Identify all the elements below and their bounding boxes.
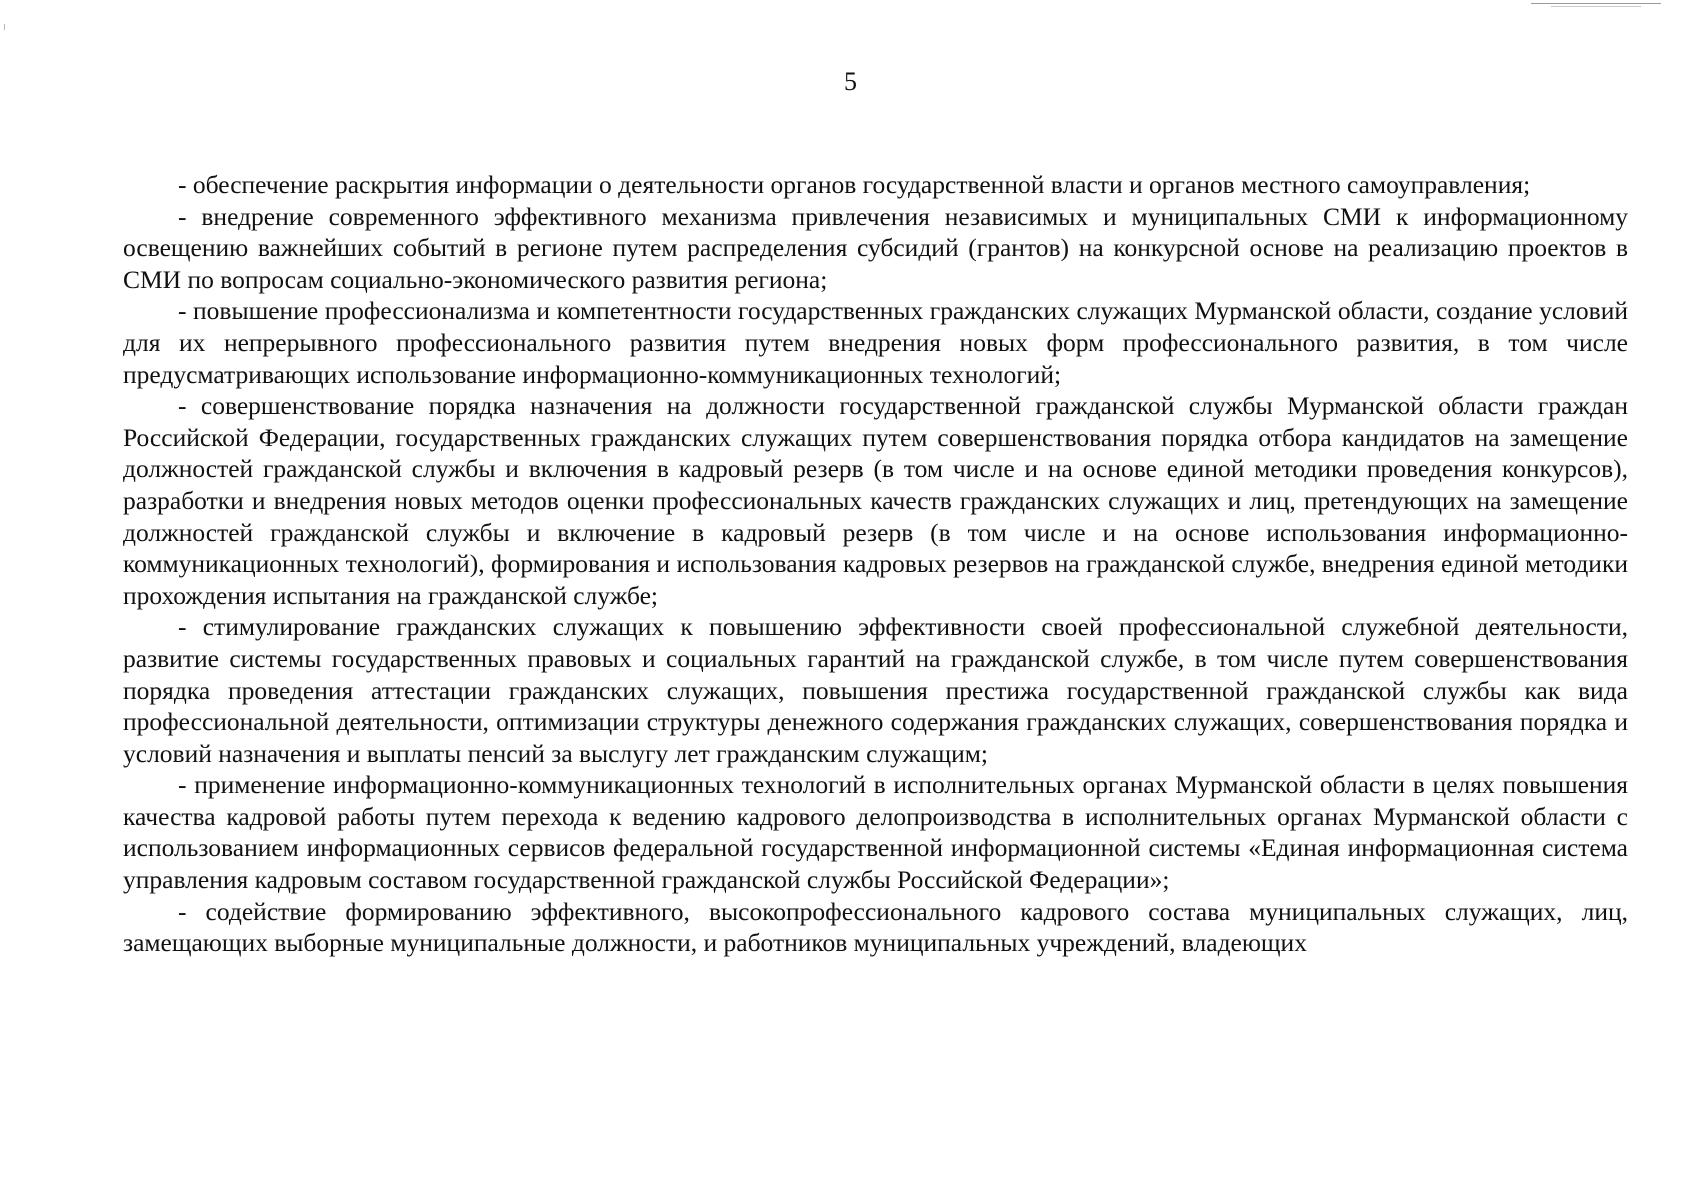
paragraph-4: - совершенствование порядка назначения на должности государственной гражданской службы Мурманской области граждан Российской Федерации, государственных гражданских служащих путем совершенствования порядка отбора кандидатов на замещение должностей гражданской службы и включения в кадровый резерв (в том числе и на основе единой методики проведения конкурсов), разработки и внедрения новых методов оценки профессиональных качеств гражданских служащих и лиц, претендующих на замещение должностей гражданской службы и включение в кадровый резерв (в том числе и на основе использования информационно-коммуникационных технологий), формирования и использования кадровых резервов на гражданской службе, внедрения единой методики прохождения испытания на гражданской службе; bbox=[123, 391, 1628, 610]
paragraph-1: - обеспечение раскрытия информации о деятельности органов государственной власти и органов местного самоуправления; bbox=[178, 170, 1531, 199]
document-body bbox=[123, 169, 1628, 959]
scan-mark-line-secondary bbox=[1551, 6, 1641, 7]
paragraph-5: - стимулирование гражданских служащих к повышению эффективности своей профессиональной служебной деятельности, развитие системы государственных правовых и социальных гарантий на гражданской службе, в том числе путем совершенствования порядка проведения аттестации гражданских служащих, повышения престижа государственной гражданской службы как вида профессиональной деятельности, оптимизации структуры денежного содержания гражданских служащих, совершенствования порядка и условий назначения и выплаты пенсий за выслугу лет гражданским служащим; bbox=[123, 612, 1628, 768]
paragraph-6: - применение информационно-коммуникационных технологий в исполнительных органах Мурманской области в целях повышения качества кадровой работы путем перехода к ведению кадрового делопроизводства в исполнительных органах Мурманской области с использованием информационных сервисов федеральной государственной информационной системы «Единая информационная система управления кадровым составом государственной гражданской службы Российской Федерации»; bbox=[123, 770, 1628, 895]
scan-mark-line bbox=[1531, 3, 1661, 4]
paragraph-2: - внедрение современного эффективного механизма привлечения независимых и муниципальных СМИ к информационному освещению важнейших событий в регионе путем распределения субсидий (грантов) на конкурсной основе на реализацию проектов в СМИ по вопросам социально-экономического развития региона; bbox=[123, 201, 1628, 294]
scan-mark-dot bbox=[4, 24, 5, 30]
paragraph-7: - содействие формированию эффективного, высокопрофессионального кадрового состава муниципальных служащих, лиц, замещающих выборные муниципальные должности, и работников муниципальных учреждений, владеющих bbox=[123, 896, 1628, 958]
page-number: 5 bbox=[844, 67, 857, 96]
paragraph-3: - повышение профессионализма и компетентности государственных гражданских служащих Мурманской области, создание условий для их непрерывного профессионального развития путем внедрения новых форм профессионального развития, в том числе предусматривающих использование информационно-коммуникационных технологий; bbox=[123, 296, 1628, 389]
